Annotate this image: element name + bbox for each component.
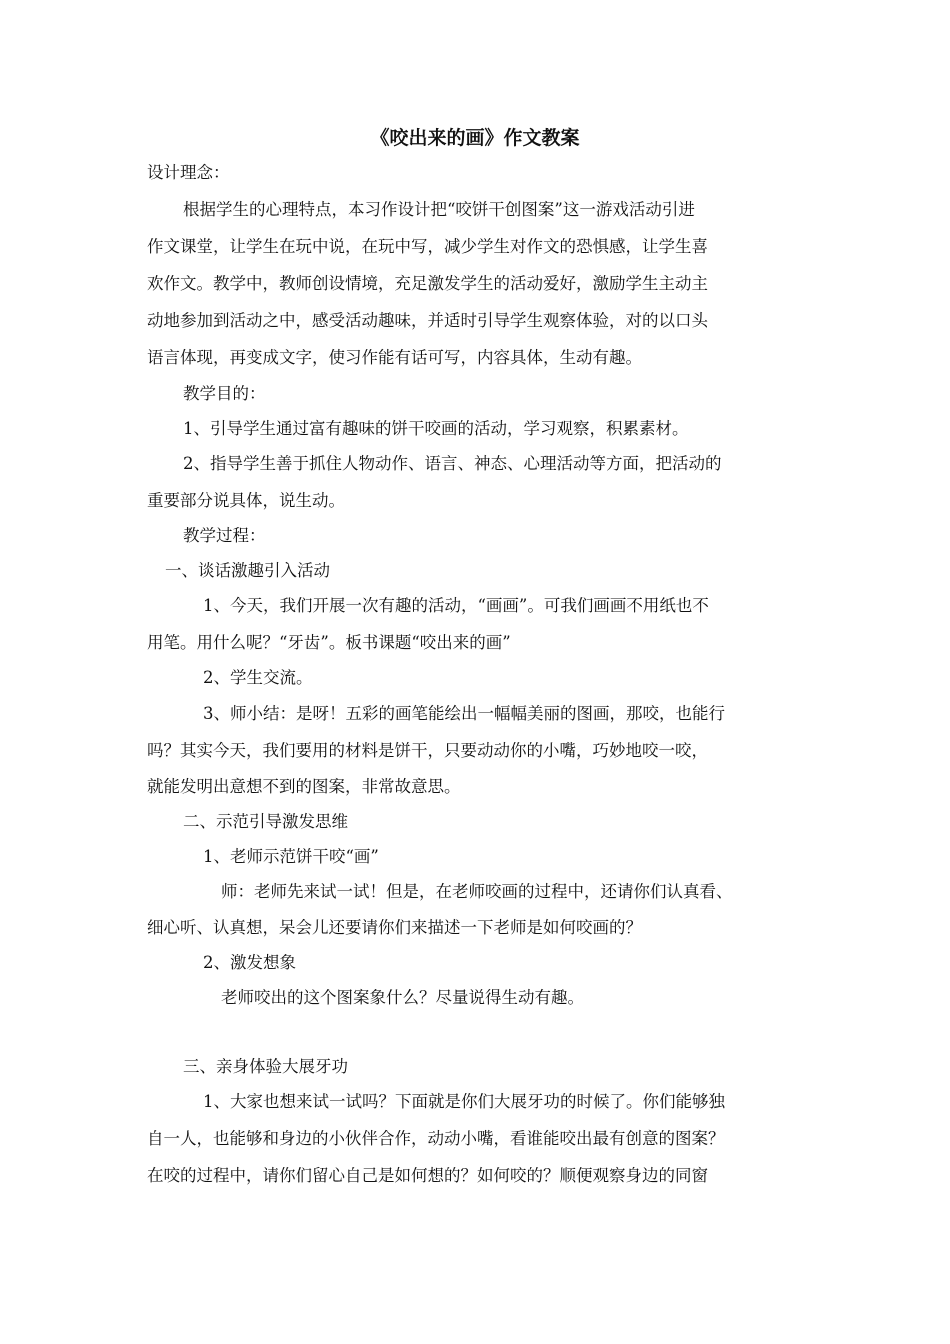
paragraph-line: 细心听、认真想，呆会儿还要请你们来描述一下老师是如何咬画的？ — [147, 918, 642, 937]
paragraph-line: 师：老师先来试一试！但是，在老师咬画的过程中，还请你们认真看、 — [221, 882, 733, 901]
paragraph-line: 重要部分说具体，说生动。 — [147, 491, 345, 510]
section-heading-design-concept: 设计理念： — [147, 163, 230, 182]
list-item: 1、大家也想来试一试吗？下面就是你们大展牙功的时候了。你们能够独 — [203, 1092, 725, 1111]
document-title: 《咬出来的画》作文教案 — [370, 127, 580, 149]
list-item: 1、老师示范饼干咬“画” — [203, 847, 379, 866]
paragraph-line: 自一人，也能够和身边的小伙伴合作，动动小嘴，看谁能咬出最有创意的图案？ — [147, 1129, 725, 1148]
list-item: 3、师小结：是呀！五彩的画笔能绘出一幅幅美丽的图画，那咬，也能行 — [203, 704, 725, 723]
list-item: 2、激发想象 — [203, 953, 296, 972]
paragraph-line: 动地参加到活动之中，感受活动趣味，并适时引导学生观察体验，对的以口头 — [147, 311, 708, 330]
section-heading-part-2: 二、示范引导激发思维 — [183, 812, 348, 831]
paragraph-line: 作文课堂，让学生在玩中说，在玩中写，减少学生对作文的恐惧感，让学生喜 — [147, 237, 708, 256]
paragraph-line: 语言体现，再变成文字，使习作能有话可写，内容具体，生动有趣。 — [147, 348, 642, 367]
section-heading-part-1: 一、谈话激趣引入活动 — [165, 561, 330, 580]
section-heading-part-3: 三、亲身体验大展牙功 — [183, 1057, 348, 1076]
paragraph-line: 老师咬出的这个图案象什么？尽量说得生动有趣。 — [221, 988, 584, 1007]
paragraph-line: 欢作文。教学中，教师创设情境，充足激发学生的活动爱好，激励学生主动主 — [147, 274, 708, 293]
paragraph-line: 根据学生的心理特点，本习作设计把“咬饼干创图案”这一游戏活动引进 — [183, 200, 695, 219]
paragraph-line: 用笔。用什么呢？“牙齿”。板书课题“咬出来的画” — [147, 633, 511, 652]
list-item-goal-2: 2、指导学生善于抓住人物动作、语言、神态、心理活动等方面，把活动的 — [183, 454, 722, 473]
list-item: 1、今天，我们开展一次有趣的活动，“画画”。可我们画画不用纸也不 — [203, 596, 709, 615]
paragraph-line: 吗？其实今天，我们要用的材料是饼干，只要动动你的小嘴，巧妙地咬一咬， — [147, 741, 708, 760]
section-heading-teaching-goals: 教学目的： — [183, 384, 266, 403]
list-item: 2、学生交流。 — [203, 668, 313, 687]
paragraph-line: 就能发明出意想不到的图案，非常故意思。 — [147, 777, 461, 796]
section-heading-teaching-process: 教学过程： — [183, 526, 266, 545]
paragraph-line: 在咬的过程中，请你们留心自己是如何想的？如何咬的？顺便观察身边的同窗 — [147, 1166, 708, 1185]
list-item-goal-1: 1、引导学生通过富有趣味的饼干咬画的活动，学习观察，积累素材。 — [183, 419, 689, 438]
